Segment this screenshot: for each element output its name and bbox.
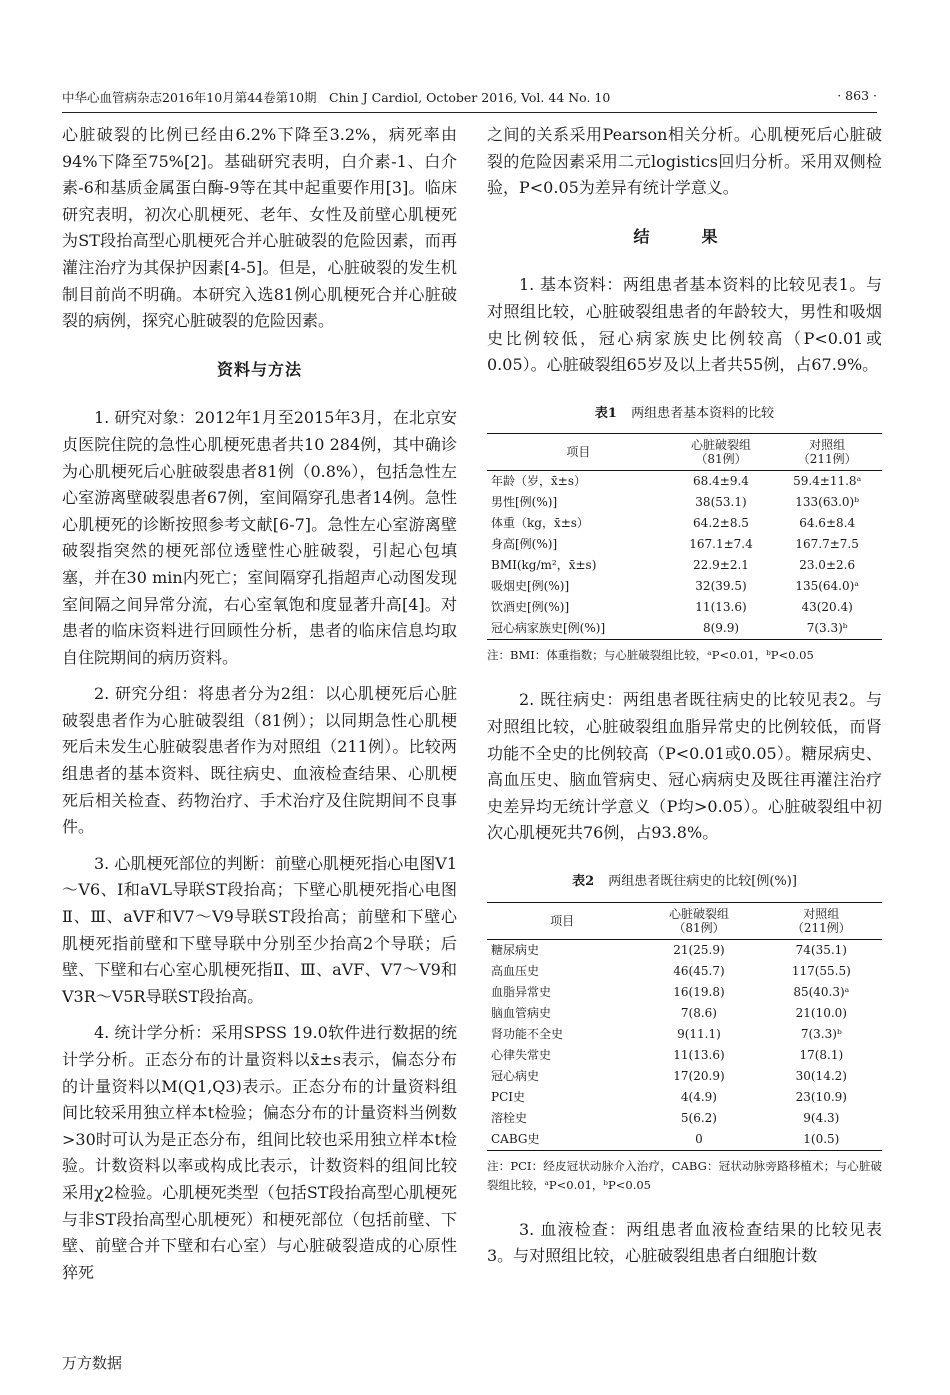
table-cell: 7(3.3)ᵇ: [800, 1026, 842, 1041]
table-cell: 74(35.1): [795, 942, 847, 957]
section-title-methods: 资料与方法: [216, 359, 302, 379]
column-header: 心脏破裂组 （81例）: [637, 902, 760, 939]
table-number: 表2: [572, 873, 595, 889]
paragraph: 3. 血液检查：两组患者血液检查结果的比较见表3。与对照组比较，心脏破裂组患者白细胞计数: [487, 1219, 882, 1266]
table-cell: 38(53.1): [695, 495, 747, 510]
table-row: [487, 1129, 882, 1151]
table-cell: 46(45.7): [673, 963, 725, 978]
table-cell: 167.1±7.4: [689, 537, 753, 552]
table-row: [487, 1087, 882, 1108]
row-label: CABG史: [487, 1129, 637, 1151]
table-row: [487, 513, 882, 534]
table-cell: 135(64.0)ᵃ: [795, 579, 859, 594]
table-row: [487, 961, 882, 982]
row-label: 血脂异常史: [491, 984, 552, 999]
table-title: 两组患者基本资料的比较: [631, 405, 775, 421]
table-row: [487, 576, 882, 597]
watermark-footer: 万方数据: [62, 1354, 123, 1372]
table-cell: 64.6±8.4: [799, 516, 856, 531]
table-row: [487, 492, 882, 513]
table-row: [487, 1024, 882, 1045]
paragraph: 1. 研究对象：2012年1月至2015年3月，在北京安贞医院住院的急性心肌梗死患者共10 284例，其中确诊为心肌梗死后心脏破裂患者81例（0.8%），包括急性左心室游离壁破裂患者67例，室间隔穿孔患者14例。急性心肌梗死的诊断按照参考文献[6-7]。急性左心室游离壁破裂指突然的梗死部位透壁性心脏破裂，引起心包填塞，并在30 min内死亡；室间隔穿孔指超声心动图发现室间隔之间异常分流，右心室氧饱和度显著升高[4]。对患者的临床资料进行回顾性分析，患者的临床信息均取自住院期间的病历资料。: [62, 408, 457, 667]
left-column: [62, 122, 457, 1286]
table-cell: 5(6.2): [680, 1110, 717, 1125]
table-cell: 9(11.1): [677, 1026, 721, 1041]
column-header: 对照组 （211例）: [761, 902, 882, 939]
row-label: 肾功能不全史: [491, 1026, 564, 1041]
table-cell: 30(14.2): [795, 1068, 847, 1083]
table-cell: 17(20.9): [673, 1068, 725, 1083]
table-note: 注：BMI：体重指数；与心脏破裂组比较，ᵃP<0.01，ᵇP<0.05: [487, 648, 814, 663]
table-row: [487, 534, 882, 555]
table-row: [487, 982, 882, 1003]
row-label: 高血压史: [491, 963, 540, 978]
table-cell: 9(4.3): [803, 1110, 840, 1125]
row-label: 身高[例(%)]: [491, 537, 558, 552]
table-note: 注：PCI：经皮冠状动脉介入治疗，CABG：冠状动脉旁路移植术；与心脏破裂组比较，ᵃP<0.01，ᵇP<0.05: [487, 1158, 882, 1192]
table-cell: 68.4±9.4: [693, 474, 749, 489]
row-label: 年龄（岁，x̄±s）: [491, 474, 586, 489]
table-cell: 16(19.8): [673, 984, 725, 999]
row-label: 体重（kg，x̄±s）: [491, 516, 589, 531]
paragraph: 1. 基本资料：两组患者基本资料的比较见表1。与对照组比较，心脏破裂组患者的年龄较大，男性和吸烟史比例较低，冠心病家族史比例较高（P<0.01或0.05）。心脏破裂组65岁及以上者共55例，占67.9%。: [487, 275, 882, 375]
table-1: [487, 401, 882, 666]
table-2: [487, 869, 882, 1195]
table-cell: 133(63.0)ᵇ: [795, 495, 860, 510]
table-row: [487, 471, 882, 493]
row-label: 吸烟史[例(%)]: [491, 579, 570, 594]
row-label: 脑血管病史: [491, 1005, 552, 1020]
row-label: 冠心病史: [491, 1068, 540, 1083]
table-cell: 8(9.9): [670, 618, 773, 640]
running-header: [62, 88, 877, 113]
table-title: 两组患者既往病史的比较[例(%)]: [608, 873, 797, 889]
table-row: [487, 555, 882, 576]
table-row: [487, 1045, 882, 1066]
table-caption: [487, 869, 882, 896]
data-table: [487, 433, 882, 640]
table-cell: 4(4.9): [680, 1089, 717, 1104]
table-cell: 21(10.0): [795, 1005, 847, 1020]
table-row: [487, 1003, 882, 1024]
table-cell: 0: [637, 1129, 760, 1151]
table-number: 表1: [594, 405, 617, 421]
row-label: 溶栓史: [491, 1110, 528, 1125]
column-header: 项目: [487, 902, 637, 939]
table-cell: 1(0.5): [761, 1129, 882, 1151]
table-cell: 11(13.6): [673, 1047, 725, 1062]
section-title-results: 结 果: [633, 226, 736, 246]
table-cell: 64.2±8.5: [693, 516, 749, 531]
page-number: · 863 ·: [837, 88, 877, 103]
paragraph: 心脏破裂的比例已经由6.2%下降至3.2%，病死率由94%下降至75%[2]。基础研究表明，白介素-1、白介素-6和基质金属蛋白酶-9等在其中起重要作用[3]。临床研究表明，初次心肌梗死、老年、女性及前壁心肌梗死为ST段抬高型心肌梗死合并心脏破裂的危险因素，而再灌注治疗为其保护因素[4-5]。但是，心脏破裂的发生机制目前尚不明确。本研究入选81例心肌梗死合并心脏破裂的病例，探究心脏破裂的危险因素。: [62, 125, 457, 331]
row-label: 糖尿病史: [491, 942, 540, 957]
table-cell: 167.7±7.5: [795, 537, 859, 552]
table-cell: 43(20.4): [801, 600, 853, 615]
table-cell: 23(10.9): [795, 1089, 847, 1104]
table-cell: 7(8.6): [680, 1005, 717, 1020]
table-caption: [487, 401, 882, 428]
row-label: 冠心病家族史[例(%)]: [487, 618, 670, 640]
table-cell: 23.0±2.6: [799, 558, 856, 573]
right-column: [487, 122, 882, 1270]
table-cell: 21(25.9): [673, 942, 725, 957]
table-cell: 59.4±11.8ᵃ: [793, 474, 862, 489]
table-row: [487, 1066, 882, 1087]
table-cell: 85(40.3)ᵃ: [793, 984, 850, 999]
row-label: 饮酒史[例(%)]: [491, 600, 570, 615]
table-row: [487, 618, 882, 640]
table-cell: 32(39.5): [695, 579, 747, 594]
table-row: [487, 939, 882, 961]
data-table: [487, 902, 882, 1151]
paragraph: 2. 研究分组：将患者分为2组：以心肌梗死后心脏破裂患者作为心脏破裂组（81例）；以同期急性心肌梗死后未发生心脏破裂患者作为对照组（211例）。比较两组患者的基本资料、既往病史、血液检查结果、心肌梗死后相关检查、药物治疗、手术治疗及住院期间不良事件。: [62, 684, 457, 837]
row-label: PCI史: [491, 1089, 525, 1104]
journal-citation: 中华心血管病杂志2016年10月第44卷第10期 Chin J Cardiol, October 2016, Vol. 44 No. 10: [62, 90, 611, 105]
column-header: 心脏破裂组 （81例）: [670, 434, 773, 471]
column-header: 项目: [487, 434, 670, 471]
paragraph: 3. 心肌梗死部位的判断：前壁心肌梗死指心电图V1～V6、Ⅰ和aVL导联ST段抬高；下壁心肌梗死指心电图Ⅱ、Ⅲ、aVF和V7～V9导联ST段抬高；前壁和下壁心肌梗死指前壁和下壁导联中分别至少抬高2个导联；后壁、下壁和右心室心肌梗死指Ⅱ、Ⅲ、aVF、V7～V9和V3R～V5R导联ST段抬高。: [62, 853, 457, 1006]
table-row: [487, 597, 882, 618]
paragraph: 2. 既往病史：两组患者既往病史的比较见表2。与对照组比较，心脏破裂组血脂异常史的比例较低，而肾功能不全史的比例较高（P<0.01或0.05）。糖尿病史、高血压史、脑血管病史、冠心病病史及既往再灌注治疗史差异均无统计学意义（P均>0.05）。心脏破裂组中初次心肌梗死共76例，占93.8%。: [487, 690, 882, 843]
paragraph: 之间的关系采用Pearson相关分析。心肌梗死后心脏破裂的危险因素采用二元logistics回归分析。采用双侧检验，P<0.05为差异有统计学意义。: [487, 125, 882, 198]
table-cell: 117(55.5): [791, 963, 851, 978]
paragraph: 4. 统计学分析：采用SPSS 19.0软件进行数据的统计学分析。正态分布的计量资料以x̄±s表示，偏态分布的计量资料以M(Q1,Q3)表示。正态分布的计量资料组间比较采用独立样本t检验；偏态分布的计量资料当例数>30时可认为是正态分布，组间比较也采用独立样本t检验。计数资料以率或构成比表示，计数资料的组间比较采用χ2检验。心肌梗死类型（包括ST段抬高型心肌梗死与非ST段抬高型心肌梗死）和梗死部位（包括前壁、下壁、前壁合并下壁和右心室）与心脏破裂造成的心原性猝死: [62, 1023, 457, 1282]
row-label: 男性[例(%)]: [491, 495, 558, 510]
column-header: 对照组 （211例）: [772, 434, 882, 471]
row-label: 心律失常史: [491, 1047, 552, 1062]
table-cell: 17(8.1): [799, 1047, 844, 1062]
table-row: [487, 1108, 882, 1129]
table-cell: 11(13.6): [695, 600, 747, 615]
table-cell: 22.9±2.1: [693, 558, 749, 573]
table-cell: 7(3.3)ᵇ: [772, 618, 882, 640]
row-label: BMI(kg/m²，x̄±s): [491, 558, 597, 573]
